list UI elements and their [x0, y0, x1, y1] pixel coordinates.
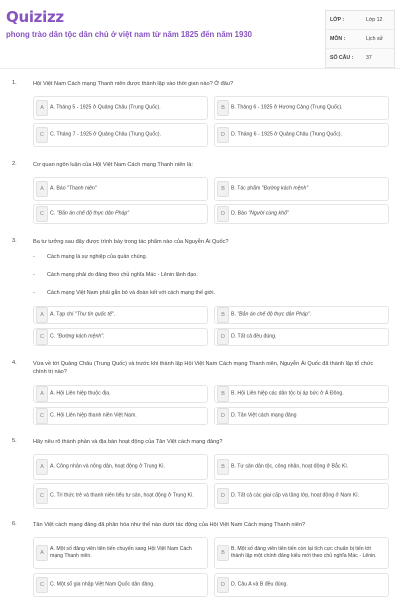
- option-b[interactable]: [214, 306, 389, 324]
- option-b[interactable]: [214, 385, 389, 403]
- list-item: - Cách mạng là sự nghiệp của quần chúng.: [33, 254, 148, 260]
- option-text: B. Tư sản dân tộc, công nhân, hoạt động ở Bắc Kì.: [231, 463, 349, 470]
- option-a[interactable]: [33, 306, 208, 324]
- option-d[interactable]: [214, 204, 389, 224]
- option-letter: D: [217, 488, 229, 504]
- option-letter: D: [217, 329, 229, 345]
- option-letter: B: [217, 307, 229, 323]
- option-letter: D: [217, 577, 229, 593]
- quizizz-logo: Quizizz: [6, 8, 64, 26]
- bullet-list: [33, 254, 388, 308]
- meta-value: 37: [366, 55, 372, 61]
- option-text: D. Câu A và B đều đúng.: [231, 581, 288, 588]
- option-b[interactable]: [214, 96, 389, 120]
- option-c[interactable]: [33, 204, 208, 224]
- question-number: 3.: [12, 238, 17, 244]
- option-text: C. Một số gia nhập Việt Nam Quốc dân đảng.: [50, 581, 155, 588]
- option-letter: C: [36, 127, 48, 143]
- option-text: A. Tháng 5 - 1925 ở Quảng Châu (Trung Quốc).: [50, 104, 161, 111]
- meta-label: MÔN :: [330, 36, 346, 42]
- option-text: A. Tạp chí "Thư tín quốc tế".: [50, 311, 116, 318]
- option-c[interactable]: [33, 407, 208, 425]
- meta-row-count: [326, 49, 394, 67]
- question-number: 2.: [12, 161, 17, 167]
- worksheet-meta-box: [325, 10, 395, 68]
- question-number: 1.: [12, 80, 17, 86]
- option-letter: B: [217, 545, 229, 561]
- option-text: A. Một số đảng viên tiên tiến chuyển sang Hội Việt Nam Cách mạng Thanh niên.: [50, 546, 192, 559]
- option-text: D. Báo "Người cùng khổ": [231, 210, 289, 217]
- option-d[interactable]: [214, 483, 389, 509]
- option-text: A. Hội Liên hiệp thuộc địa.: [50, 390, 111, 397]
- meta-value: Lớp 12: [366, 17, 383, 23]
- worksheet-title: phong trào dân tộc dân chủ ở việt nam từ năm 1825 đến năm 1930: [6, 30, 253, 39]
- option-letter: A: [36, 100, 48, 116]
- question-number: 5.: [12, 438, 17, 444]
- option-c[interactable]: [33, 123, 208, 147]
- meta-row-subject: [326, 30, 394, 49]
- option-text: D. Tất cả đều đúng.: [231, 333, 277, 340]
- option-letter: B: [217, 386, 229, 402]
- option-a[interactable]: [33, 177, 208, 201]
- option-a[interactable]: [33, 96, 208, 120]
- question-number: 4.: [12, 360, 17, 366]
- option-d[interactable]: [214, 573, 389, 597]
- option-text: B. Tác phẩm "Đường kách mệnh": [231, 185, 309, 192]
- question-text: Cơ quan ngôn luận của Hội Việt Nam Cách mạng Thanh niên là:: [33, 162, 193, 168]
- option-text: D. Tất cả các giai cấp và tầng lớp, hoạt động ở Nam Kì.: [231, 492, 360, 499]
- option-letter: A: [36, 386, 48, 402]
- question-text: Ba tư tưởng sau đây được trình bày trong tác phẩm nào của Nguyễn Ái Quốc?: [33, 239, 229, 245]
- option-text: C. "Bản án chế độ thực dân Pháp": [50, 210, 130, 217]
- option-letter: D: [217, 127, 229, 143]
- option-letter: D: [217, 408, 229, 424]
- option-a[interactable]: [33, 537, 208, 569]
- list-item: - Cách mạng Việt Nam phải gắn bó và đoàn kết với cách mạng thế giới.: [33, 290, 215, 296]
- meta-label: LỚP :: [330, 17, 345, 23]
- option-text: C. Trí thức trẻ và thanh niên tiểu tư sản, hoạt động ở Trung Kì.: [50, 492, 194, 499]
- question-text: Hội Việt Nam Cách mạng Thanh niên được thành lập vào thời gian nào? Ở đâu?: [33, 81, 234, 87]
- meta-label: SỐ CÂU :: [330, 55, 354, 61]
- question-text: Tân Việt cách mạng đảng đã phân hóa như thế nào dưới tác động của Hội Việt Nam Cách mạng Thanh niên?: [33, 522, 306, 528]
- option-letter: B: [217, 100, 229, 116]
- option-letter: C: [36, 329, 48, 345]
- option-letter: B: [217, 181, 229, 197]
- header-divider: [0, 68, 400, 69]
- meta-value: Lịch sử: [366, 36, 384, 42]
- option-letter: A: [36, 545, 48, 561]
- option-text: B. Tháng 6 - 1925 ở Hương Cảng (Trung Quốc).: [231, 104, 343, 111]
- option-d[interactable]: [214, 407, 389, 425]
- option-d[interactable]: [214, 123, 389, 147]
- option-text: C. Tháng 7 - 1925 ở Quảng Châu (Trung Quốc).: [50, 131, 161, 138]
- option-text: D. Tân Việt cách mạng đảng: [231, 412, 297, 419]
- option-letter: A: [36, 307, 48, 323]
- option-letter: A: [36, 459, 48, 475]
- option-b[interactable]: [214, 537, 389, 569]
- option-d[interactable]: [214, 328, 389, 346]
- option-letter: D: [217, 206, 229, 222]
- option-b[interactable]: [214, 177, 389, 201]
- option-a[interactable]: [33, 454, 208, 480]
- option-text: C. "Đường kách mệnh".: [50, 333, 105, 340]
- option-c[interactable]: [33, 573, 208, 597]
- option-letter: B: [217, 459, 229, 475]
- option-letter: C: [36, 488, 48, 504]
- option-letter: C: [36, 206, 48, 222]
- meta-row-class: [326, 11, 394, 30]
- option-text: B. Hội Liên hiệp các dân tộc bị áp bức ở Á Đông.: [231, 390, 344, 397]
- option-text: B. Một số đảng viên tiên tiến còn lại tích cực chuẩn bị tiến tới thành lập một chính đảng kiểu mới theo chủ nghĩa Mác - Lênin.: [231, 546, 377, 559]
- option-b[interactable]: [214, 454, 389, 480]
- option-c[interactable]: [33, 483, 208, 509]
- question-number: 6.: [12, 521, 17, 527]
- option-text: C. Hội Liên hiệp thanh niên Việt Nam.: [50, 412, 137, 419]
- option-text: B. "Bản án chế độ thực dân Pháp".: [231, 311, 312, 318]
- list-item: - Cách mạng phải do đảng theo chủ nghĩa Mác - Lênin lãnh đạo.: [33, 272, 198, 278]
- option-text: A. Báo "Thanh niên": [50, 185, 97, 192]
- option-letter: C: [36, 408, 48, 424]
- option-c[interactable]: [33, 328, 208, 346]
- question-text: Hãy nêu rõ thành phần và địa bàn hoạt động của Tân Việt cách mạng đảng?: [33, 439, 223, 445]
- option-text: D. Tháng 6 - 1925 ở Quảng Châu (Trung Quốc).: [231, 131, 342, 138]
- question-text: Vừa về tới Quảng Châu (Trung Quốc) và trước khi thành lập Hội Việt Nam Cách mạng Thanh niên, Nguyễn Ái Quốc đã thành lập tổ chức chính trị nào?: [33, 361, 374, 375]
- option-letter: A: [36, 181, 48, 197]
- option-letter: C: [36, 577, 48, 593]
- option-a[interactable]: [33, 385, 208, 403]
- option-text: A. Công nhân và nông dân, hoạt động ở Trung Kì.: [50, 463, 166, 470]
